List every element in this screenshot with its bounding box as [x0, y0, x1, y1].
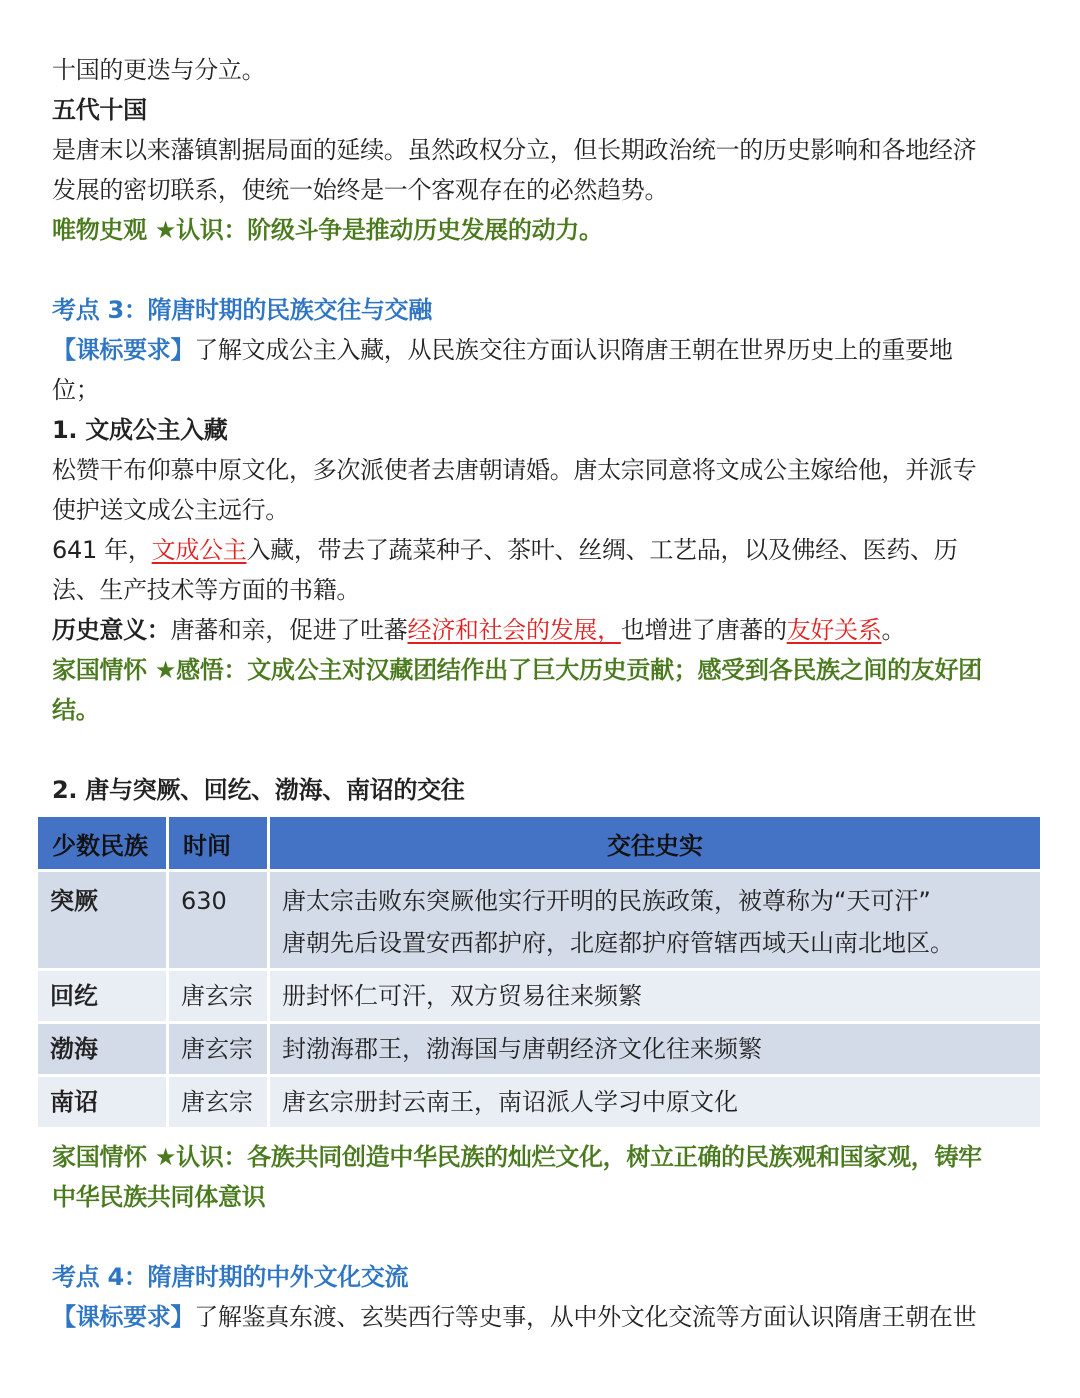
highlight-text: 友好关系 — [786, 616, 882, 644]
ethnic-cell: 回纥 — [38, 970, 168, 1023]
text-span: 唐蕃和亲，促进了吐蕃 — [170, 616, 408, 644]
text-span: 。 — [881, 616, 906, 644]
paragraph-text — [52, 530, 1032, 570]
fact-line: 唐朝先后设置安西都护府，北庭都护府管辖西域天山南北地区。 — [282, 929, 954, 957]
fact-cell: 封渤海郡王，渤海国与唐朝经济文化往来频繁 — [269, 1023, 1042, 1076]
viewpoint-note: 唯物史观 ★认识：阶级斗争是推动历史发展的动力。 — [52, 216, 603, 244]
paragraph-text: 位； — [52, 376, 100, 404]
ethnic-relations-table — [38, 817, 1043, 1127]
header-ethnic: 少数民族 — [38, 817, 168, 871]
time-cell: 630 — [168, 871, 269, 970]
subsection-heading: 1. 文成公主入藏 — [52, 416, 228, 444]
patriotism-note: 结。 — [52, 696, 100, 724]
curriculum-requirement — [52, 1297, 1032, 1337]
header-facts: 交往史实 — [269, 817, 1042, 871]
highlight-text: 经济和社会的发展， — [407, 616, 621, 644]
paragraph-text: 十国的更迭与分立。 — [52, 56, 266, 84]
header-time: 时间 — [168, 817, 269, 871]
time-cell: 唐玄宗 — [168, 970, 269, 1023]
fact-cell: 唐玄宗册封云南王，南诏派人学习中原文化 — [269, 1076, 1042, 1128]
document-body-continued — [52, 1137, 1032, 1337]
curriculum-text: 了解文成公主入藏，从民族交往方面认识隋唐王朝在世界历史上的重要地 — [194, 336, 953, 364]
fact-cell — [269, 871, 1042, 970]
section-heading: 五代十国 — [52, 96, 147, 124]
patriotism-note: 家国情怀 ★感悟：文成公主对汉藏团结作出了巨大历史贡献；感受到各民族之间的友好团 — [52, 656, 982, 684]
time-cell: 唐玄宗 — [168, 1076, 269, 1128]
text-span: 641 年， — [52, 536, 152, 564]
table-row — [38, 1076, 1042, 1128]
curriculum-text: 了解鉴真东渡、玄奘西行等史事，从中外文化交流等方面认识隋唐王朝在世 — [194, 1303, 977, 1331]
subsection-heading: 2. 唐与突厥、回纥、渤海、南诏的交往 — [52, 776, 465, 804]
patriotism-note: 家国情怀 ★认识：各族共同创造中华民族的灿烂文化，树立正确的民族观和国家观，铸牢 — [52, 1143, 982, 1171]
significance-line — [52, 610, 1032, 650]
paragraph-text: 使护送文成公主远行。 — [52, 496, 289, 524]
significance-label: 历史意义： — [52, 616, 171, 644]
highlight-text: 文成公主 — [151, 536, 247, 564]
ethnic-cell: 南诏 — [38, 1076, 168, 1128]
exam-point-heading: 考点 4：隋唐时期的中外文化交流 — [52, 1263, 409, 1291]
table-row — [38, 970, 1042, 1023]
paragraph-text: 法、生产技术等方面的书籍。 — [52, 576, 361, 604]
table-header-row — [38, 817, 1042, 871]
fact-line: 唐太宗击败东突厥他实行开明的民族政策，被尊称为“天可汗” — [282, 887, 931, 915]
table-row — [38, 1023, 1042, 1076]
text-span: 也增进了唐蕃的 — [620, 616, 787, 644]
paragraph-text: 松赞干布仰慕中原文化，多次派使者去唐朝请婚。唐太宗同意将文成公主嫁给他，并派专 — [52, 456, 977, 484]
document-body — [52, 50, 1032, 810]
paragraph-text: 是唐末以来藩镇割据局面的延续。虽然政权分立，但长期政治统一的历史影响和各地经济 — [52, 136, 977, 164]
fact-cell: 册封怀仁可汗，双方贸易往来频繁 — [269, 970, 1042, 1023]
ethnic-cell: 渤海 — [38, 1023, 168, 1076]
text-span: 入藏，带去了蔬菜种子、茶叶、丝绸、工艺品，以及佛经、医药、历 — [246, 536, 958, 564]
curriculum-label: 【课标要求】 — [52, 336, 195, 364]
ethnic-cell: 突厥 — [38, 871, 168, 970]
time-cell: 唐玄宗 — [168, 1023, 269, 1076]
table-row — [38, 871, 1042, 970]
exam-point-heading: 考点 3：隋唐时期的民族交往与交融 — [52, 296, 432, 324]
patriotism-note: 中华民族共同体意识 — [52, 1183, 266, 1211]
curriculum-label: 【课标要求】 — [52, 1303, 195, 1331]
curriculum-requirement — [52, 330, 1032, 370]
paragraph-text: 发展的密切联系，使统一始终是一个客观存在的必然趋势。 — [52, 176, 669, 204]
